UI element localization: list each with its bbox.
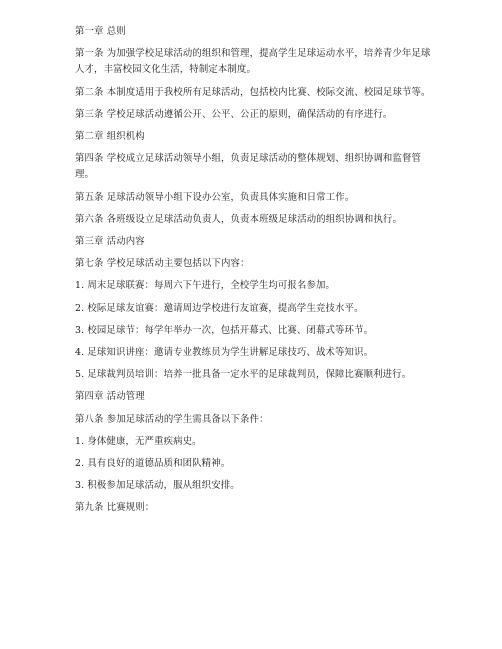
article-4: 第四条 学校成立足球活动领导小组，负责足球活动的整体规划、组织协调和监督管理。 [75, 153, 422, 181]
document-page [75, 24, 435, 523]
list-item: 5. 足球裁判员培训：培养一批具备一定水平的足球裁判员，保障比赛顺利进行。 [75, 369, 412, 381]
article-5: 第五条 足球活动领导小组下设办公室，负责具体实施和日常工作。 [75, 191, 355, 203]
list-item: 2. 具有良好的道德品质和团队精神。 [75, 458, 231, 470]
article-9: 第九条 比赛规则： [75, 502, 155, 514]
list-item: 3. 积极参加足球活动，服从组织安排。 [75, 480, 240, 492]
article-2: 第二条 本制度适用于我校所有足球活动，包括校内比赛、校际交流、校园足球节等。 [75, 86, 431, 98]
article-6: 第六条 各班级设立足球活动负责人，负责本班级足球活动的组织协调和执行。 [75, 213, 402, 225]
list-item: 3. 校园足球节：每学年举办一次，包括开幕式、比赛、闭幕式等环节。 [75, 324, 374, 336]
list-item: 4. 足球知识讲座：邀请专业教练员为学生讲解足球技巧、战术等知识。 [75, 347, 374, 359]
list-item: 1. 周末足球联赛：每周六下午进行，全校学生均可报名参加。 [75, 280, 336, 292]
article-3: 第三条 学校足球活动遵循公开、公平、公正的原则，确保活动的有序进行。 [75, 108, 393, 120]
article-1: 第一条 为加强学校足球活动的组织和管理，提高学生足球运动水平，培养青少年足球人才，丰富校园文化生活，特制定本制度。 [75, 48, 431, 76]
chapter-1-heading: 第一章 总则 [75, 26, 126, 37]
chapter-4-heading: 第四章 活动管理 [75, 391, 145, 403]
chapter-2-heading: 第二章 组织机构 [75, 131, 145, 143]
list-item: 1. 身体健康，无严重疾病史。 [75, 435, 202, 447]
chapter-3-heading: 第三章 活动内容 [75, 236, 145, 248]
article-8: 第八条 参加足球活动的学生需具备以下条件： [75, 413, 269, 425]
article-7: 第七条 学校足球活动主要包括以下内容： [75, 258, 250, 270]
list-item: 2. 校际足球友谊赛：邀请周边学校进行友谊赛，提高学生竞技水平。 [75, 302, 364, 314]
